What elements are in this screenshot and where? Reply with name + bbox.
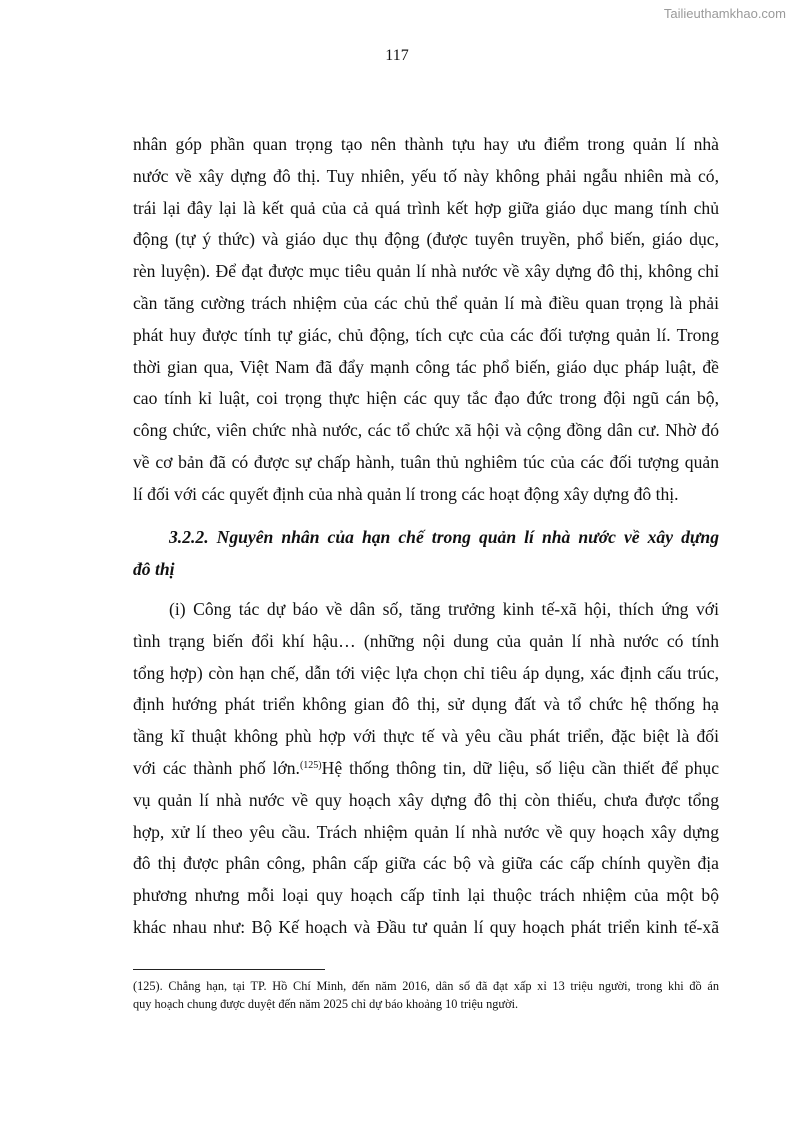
- text-line: về cơ bản đã có được sự chấp hành, tuân thủ nghiêm túc của các đối tượng quản: [133, 451, 719, 472]
- text-line: lí đối với các quyết định của nhà quản lí trong các hoạt động xây dựng đô thị.: [133, 483, 679, 504]
- paragraph-2: [133, 594, 719, 944]
- text-segment: với các thành phố lớn.: [133, 757, 300, 778]
- text-segment: Hệ thống thông tin, dữ liệu, số liệu cần thiết để phục: [321, 757, 720, 778]
- footnote-line: (125). Chẳng hạn, tại TP. Hồ Chí Minh, đến năm 2016, dân số đã đạt xấp xỉ 13 triệu người, trong khi đồ án: [133, 979, 719, 993]
- text-line: nước về xây dựng đô thị. Tuy nhiên, yếu tố này không phải ngẫu nhiên mà có,: [133, 165, 719, 186]
- text-line: động (tự ý thức) và giáo dục thụ động (được tuyên truyền, phổ biến, giáo dục,: [133, 229, 719, 250]
- text-line: trái lại đây lại là kết quả của cả quá trình kết hợp giữa giáo dục mang tính chủ: [133, 197, 719, 218]
- text-line: tầng kĩ thuật không phù hợp với thực tế và yêu cầu phát triển, đặc biệt là đối: [133, 726, 719, 747]
- footnote-line: quy hoạch chung được duyệt đến năm 2025 chỉ dự báo khoảng 10 triệu người.: [133, 997, 519, 1011]
- watermark: Tailieuthamkhao.com: [663, 6, 786, 21]
- text-line: hợp, xử lí theo yêu cầu. Trách nhiệm quản lí nhà nước về quy hoạch xây dựng: [133, 821, 719, 842]
- text-line: khác nhau như: Bộ Kế hoạch và Đầu tư quản lí quy hoạch phát triển kinh tế-xã: [133, 916, 719, 937]
- page-number: 117: [385, 47, 409, 64]
- text-line: vụ quản lí nhà nước về quy hoạch xây dựng đô thị còn thiếu, chưa được tổng: [133, 789, 719, 810]
- text-line: rèn luyện). Để đạt được mục tiêu quản lí nhà nước về xây dựng đô thị, không chỉ: [133, 261, 719, 282]
- text-line: phương nhưng mỗi loại quy hoạch cấp tỉnh lại thuộc trách nhiệm của một bộ: [133, 885, 719, 906]
- paragraph-1: [133, 129, 719, 511]
- text-line: định hướng phát triển không gian đô thị, sử dụng đất và tổ chức hệ thống hạ: [133, 694, 719, 715]
- footnote: [133, 977, 719, 1013]
- text-line: tình trạng biến đổi khí hậu… (những nội dung của quản lí nhà nước có tính: [133, 630, 719, 651]
- text-line: cần tăng cường trách nhiệm của các chủ thể quản lí mà điều quan trọng là phải: [133, 292, 719, 313]
- text-line: [133, 753, 719, 785]
- heading-line: đô thị: [133, 558, 175, 579]
- text-line: phát huy được tính tự giác, chủ động, tích cực của các đối tượng quản lí. Trong: [133, 324, 719, 345]
- text-line: thời gian qua, Việt Nam đã đẩy mạnh công tác phổ biến, giáo dục pháp luật, đề: [133, 356, 719, 377]
- footnote-separator: [133, 969, 325, 970]
- text-line: nhân góp phần quan trọng tạo nên thành tựu hay ưu điểm trong quản lí nhà: [133, 134, 719, 154]
- text-line: (i) Công tác dự báo về dân số, tăng trưởng kinh tế-xã hội, thích ứng với: [169, 599, 719, 619]
- footnote-reference[interactable]: (125): [299, 759, 322, 771]
- text-line: cao tính kỉ luật, coi trọng thực hiện các quy tắc đạo đức trong đội ngũ cán bộ,: [133, 388, 719, 409]
- text-line: đô thị được phân công, phân cấp giữa các bộ và giữa các cấp chính quyền địa: [133, 853, 719, 874]
- heading-line: 3.2.2. Nguyên nhân của hạn chế trong quản lí nhà nước về xây dựng: [169, 527, 719, 547]
- text-line: công chức, viên chức nhà nước, các tổ chức xã hội và cộng đồng dân cư. Nhờ đó: [133, 420, 719, 441]
- text-line: tổng hợp) còn hạn chế, dẫn tới việc lựa chọn chỉ tiêu áp dụng, xác định cấu trúc,: [133, 662, 719, 683]
- section-heading: [133, 522, 719, 586]
